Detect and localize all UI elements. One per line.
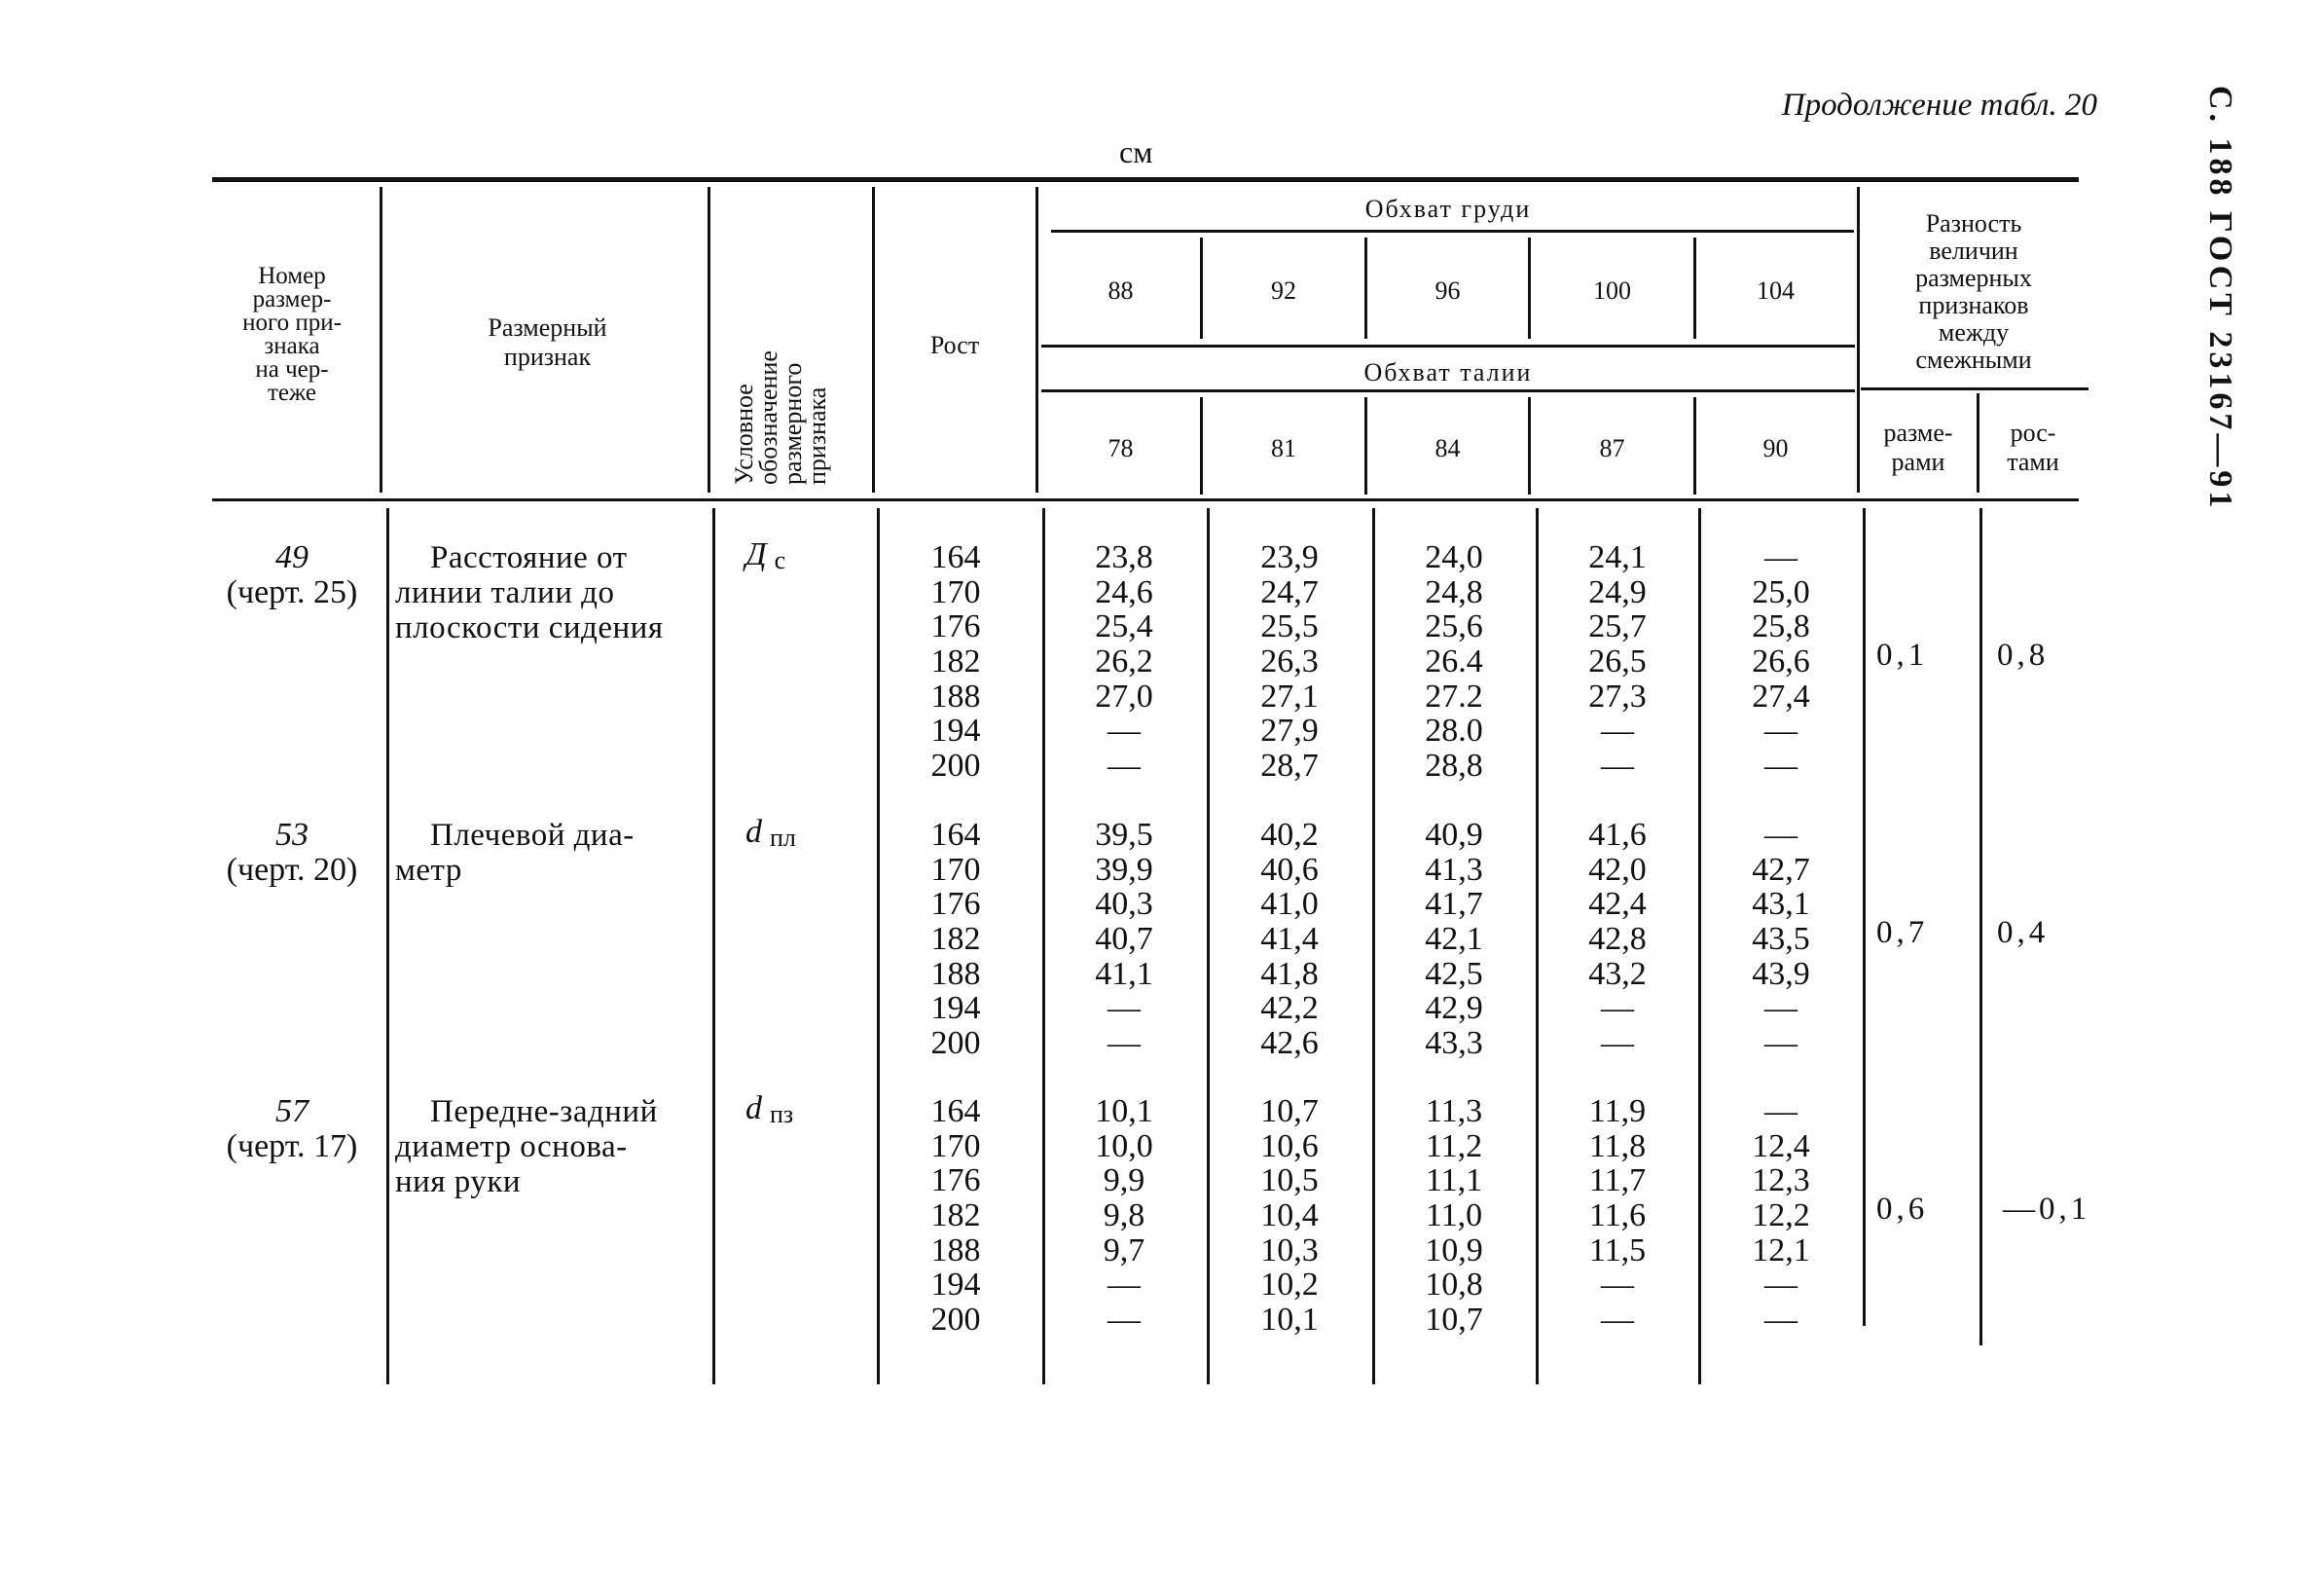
header-height: Рост — [929, 331, 980, 359]
table-cell: — — [1764, 1267, 1797, 1304]
table-cell: — — [1764, 1025, 1797, 1062]
table-cell: — — [1764, 1093, 1797, 1129]
table-cell: 10,2 — [1260, 1267, 1319, 1304]
chest-label-rule — [1051, 230, 1854, 233]
table-cell: 43,2 — [1588, 955, 1647, 992]
chest-104: 104 — [1757, 276, 1795, 305]
table-cell: 9,8 — [1103, 1197, 1145, 1234]
table-cell: 41,0 — [1260, 886, 1319, 923]
table-cell: 164 — [930, 539, 981, 575]
table-cell: 27,1 — [1260, 678, 1319, 715]
table-cell: 27.2 — [1425, 678, 1483, 715]
chest-values-rule — [1041, 345, 1855, 348]
feature-name: Плечевой диа- метр — [395, 818, 635, 888]
diff-heights-value: —0,1 — [2003, 1192, 2091, 1227]
table-cell: 9,9 — [1103, 1162, 1145, 1199]
table-cell: 10,7 — [1260, 1093, 1319, 1129]
table-cell: 42,7 — [1752, 851, 1810, 888]
table-cell: 10,3 — [1260, 1231, 1319, 1268]
table-cell: 24,0 — [1425, 539, 1483, 575]
table-cell: 182 — [930, 643, 981, 680]
table-cell: — — [1108, 748, 1141, 785]
table-cell: 182 — [930, 1197, 981, 1234]
table-cell: — — [1764, 990, 1797, 1027]
chest-100: 100 — [1593, 276, 1631, 305]
chest-100-cell — [1538, 818, 1697, 1061]
table-cell: — — [1108, 990, 1141, 1027]
chest-96-cell — [1374, 540, 1534, 784]
divider — [386, 508, 389, 1384]
table-cell: 26,2 — [1095, 643, 1153, 680]
table-cell: 11,7 — [1588, 1162, 1647, 1199]
chest-88: 88 — [1108, 276, 1134, 305]
feature-name: Передне-задний диаметр основа- ния руки — [395, 1094, 658, 1199]
waist-84: 84 — [1434, 434, 1461, 462]
table-cell: 27,0 — [1095, 678, 1153, 715]
table-cell: — — [1601, 748, 1634, 785]
table-cell: 12,2 — [1752, 1197, 1810, 1234]
table-cell: 24,8 — [1425, 573, 1483, 610]
header-chest: Обхват груди — [1364, 195, 1532, 223]
chest-96-cell — [1374, 818, 1534, 1061]
table-cell: 25,6 — [1425, 608, 1483, 645]
table-cell: 28,8 — [1425, 748, 1483, 785]
table-cell: 25,0 — [1752, 573, 1810, 610]
table-cell: 42,8 — [1588, 921, 1647, 958]
table-cell: 11,1 — [1425, 1162, 1483, 1199]
table-cell: 25,7 — [1588, 608, 1647, 645]
table-cell: — — [1108, 713, 1141, 750]
chest-96: 96 — [1434, 276, 1461, 305]
table-cell: 194 — [930, 990, 981, 1027]
diff-heights-value: 0,8 — [1997, 638, 2050, 673]
table-cell: 10,8 — [1425, 1267, 1483, 1304]
header-difference: Разность величин размерных признаков между смежными — [1915, 209, 2032, 374]
table-cell: 164 — [930, 817, 981, 853]
table-cell: 10,7 — [1425, 1302, 1483, 1339]
table-cell: 43,5 — [1752, 921, 1810, 958]
table-cell: — — [1764, 748, 1797, 785]
table-cell: 39,9 — [1095, 851, 1153, 888]
table-cell: 200 — [930, 748, 981, 785]
chest-92-cell — [1209, 540, 1370, 784]
table-cell: 194 — [930, 1267, 981, 1304]
feature-number: 57 (черт. 17) — [226, 1093, 358, 1164]
table-cell: — — [1108, 1267, 1141, 1304]
divider — [1863, 508, 1866, 1326]
table-cell: 42,1 — [1425, 921, 1483, 958]
table-cell: 41,6 — [1588, 817, 1647, 853]
table-cell: 200 — [930, 1302, 981, 1339]
chest-100-cell — [1538, 1094, 1697, 1338]
chest-92-cell — [1209, 818, 1370, 1061]
feature-number: 53 (черт. 20) — [226, 817, 358, 888]
table-cell: 24,6 — [1095, 573, 1153, 610]
table-cell: 176 — [930, 608, 981, 645]
feature-number: 49 (черт. 25) — [226, 539, 358, 610]
table-cell: 11,0 — [1425, 1197, 1483, 1234]
header-symbol: Условное обозначение размерного признака — [730, 350, 831, 485]
table-cell: 41,3 — [1425, 851, 1483, 888]
table-cell: 170 — [930, 851, 981, 888]
table-cell: 176 — [930, 1162, 981, 1199]
divider — [1035, 187, 1038, 493]
table-cell: — — [1601, 1267, 1634, 1304]
table-cell: 12,1 — [1752, 1231, 1810, 1268]
table-cell: 28.0 — [1425, 713, 1483, 750]
table-cell: 40,2 — [1260, 817, 1319, 853]
divider — [380, 187, 382, 493]
chest-92-cell — [1209, 1094, 1370, 1338]
table-cell: 24,7 — [1260, 573, 1319, 610]
waist-78: 78 — [1108, 434, 1134, 462]
table-cell: — — [1601, 1302, 1634, 1339]
table-cell: — — [1764, 713, 1797, 750]
table-cell: 194 — [930, 713, 981, 750]
table-cell: 188 — [930, 1231, 981, 1268]
height-cell — [876, 818, 1035, 1061]
chest-100-cell — [1538, 540, 1697, 784]
diff-sizes-value: 0,7 — [1876, 915, 1929, 950]
table-cell: 26,3 — [1260, 643, 1319, 680]
units-label: см — [1119, 134, 1153, 169]
table-cell: 11,6 — [1588, 1197, 1647, 1234]
divider — [1857, 187, 1860, 493]
table-cell: 11,5 — [1588, 1231, 1647, 1268]
table-cell: 43,9 — [1752, 955, 1810, 992]
table-header-bottom-rule — [212, 498, 2079, 501]
table-cell: 27,4 — [1752, 678, 1810, 715]
height-cell — [876, 1094, 1035, 1338]
table-cell: 164 — [930, 1093, 981, 1129]
divider — [708, 187, 710, 493]
table-cell: 182 — [930, 921, 981, 958]
diff-sizes-value: 0,6 — [1876, 1192, 1929, 1227]
table-cell: 10,9 — [1425, 1231, 1483, 1268]
table-cell: — — [1764, 539, 1797, 575]
table-cell: 42,9 — [1425, 990, 1483, 1027]
chest-92: 92 — [1271, 276, 1296, 305]
page-caption: Продолжение табл. 20 — [1781, 88, 2097, 123]
table-cell: 25,5 — [1260, 608, 1319, 645]
table-cell: 26,5 — [1588, 643, 1647, 680]
table-cell: 42,6 — [1260, 1025, 1319, 1062]
table-cell: 28,7 — [1260, 748, 1319, 785]
table-cell: 40,6 — [1260, 851, 1319, 888]
table-cell: 40,3 — [1095, 886, 1153, 923]
table-cell: — — [1108, 1302, 1141, 1339]
header-waist: Обхват талии — [1363, 358, 1533, 386]
chest-88-cell — [1043, 1094, 1205, 1338]
table-cell: 24,9 — [1588, 573, 1647, 610]
table-cell: 170 — [930, 573, 981, 610]
chest-104-cell — [1701, 540, 1861, 784]
table-cell: 41,8 — [1260, 955, 1319, 992]
chest-104-cell — [1701, 818, 1861, 1061]
table-cell: 10,6 — [1260, 1127, 1319, 1164]
table-cell: 39,5 — [1095, 817, 1153, 853]
waist-90: 90 — [1762, 434, 1789, 462]
diff-heights-value: 0,4 — [1997, 915, 2050, 950]
table-cell: — — [1108, 1025, 1141, 1062]
table-cell: 10,1 — [1095, 1093, 1153, 1129]
header-number: Номер размер- ного при- знака на чер- теже — [242, 263, 342, 406]
table-cell: 10,5 — [1260, 1162, 1319, 1199]
header-diff-heights: рос- тами — [2007, 419, 2059, 476]
table-cell: 11,8 — [1588, 1127, 1647, 1164]
table-cell: 25,4 — [1095, 608, 1153, 645]
table-cell: 23,8 — [1095, 539, 1153, 575]
table-cell: 42,4 — [1588, 886, 1647, 923]
header-diff-sizes: разме- рами — [1883, 419, 1953, 476]
table-cell: 42,5 — [1425, 955, 1483, 992]
table-cell: 11,2 — [1425, 1127, 1483, 1164]
chest-96-cell — [1374, 1094, 1534, 1338]
feature-symbol: d пз — [745, 1090, 794, 1128]
side-header: С. 188 ГОСТ 23167—91 — [2202, 86, 2238, 512]
table-cell: — — [1601, 1025, 1634, 1062]
table-cell: — — [1764, 817, 1797, 853]
diff-rule — [1861, 387, 2088, 390]
table-cell: 43,3 — [1425, 1025, 1483, 1062]
table-cell: 41,7 — [1425, 886, 1483, 923]
chest-88-cell — [1043, 540, 1205, 784]
table-cell: 42,0 — [1588, 851, 1647, 888]
table-top-rule — [212, 177, 2079, 182]
table-cell: 40,9 — [1425, 817, 1483, 853]
diff-sizes-value: 0,1 — [1876, 638, 1929, 673]
table-cell: 40,7 — [1095, 921, 1153, 958]
table-cell: 170 — [930, 1127, 981, 1164]
waist-87: 87 — [1599, 434, 1625, 462]
table-cell: — — [1601, 713, 1634, 750]
table-cell: 41,4 — [1260, 921, 1319, 958]
table-cell: 200 — [930, 1025, 981, 1062]
table-cell: 11,9 — [1588, 1093, 1647, 1129]
table-cell: 9,7 — [1103, 1231, 1145, 1268]
table-cell: 27,9 — [1260, 713, 1319, 750]
table-cell: 26.4 — [1425, 643, 1483, 680]
table-cell: 25,8 — [1752, 608, 1810, 645]
waist-81: 81 — [1271, 434, 1296, 462]
chest-104-cell — [1701, 1094, 1861, 1338]
table-cell: 41,1 — [1095, 955, 1153, 992]
table-cell: 12,3 — [1752, 1162, 1810, 1199]
table-cell: 188 — [930, 678, 981, 715]
table-cell: 11,3 — [1425, 1093, 1483, 1129]
chest-88-cell — [1043, 818, 1205, 1061]
table-cell: 10,1 — [1260, 1302, 1319, 1339]
table-cell: 42,2 — [1260, 990, 1319, 1027]
waist-label-rule — [1041, 389, 1855, 392]
table-cell: 188 — [930, 955, 981, 992]
table-cell: 10,4 — [1260, 1197, 1319, 1234]
table-cell: 43,1 — [1752, 886, 1810, 923]
divider — [712, 508, 715, 1384]
height-cell — [876, 540, 1035, 784]
table-cell: 24,1 — [1588, 539, 1647, 575]
table-cell: 26,6 — [1752, 643, 1810, 680]
divider — [1979, 508, 1982, 1345]
feature-symbol: Д с — [745, 536, 786, 574]
header-feature: Размерный признак — [488, 313, 607, 371]
feature-name: Расстояние от линии талии до плоскости сидения — [395, 540, 664, 645]
table-cell: — — [1601, 990, 1634, 1027]
table-cell: 176 — [930, 886, 981, 923]
table-cell: 23,9 — [1260, 539, 1319, 575]
table-cell: — — [1764, 1302, 1797, 1339]
table-cell: 12,4 — [1752, 1127, 1810, 1164]
table-cell: 27,3 — [1588, 678, 1647, 715]
divider — [872, 187, 875, 493]
table-cell: 10,0 — [1095, 1127, 1153, 1164]
feature-symbol: d пл — [745, 814, 796, 852]
